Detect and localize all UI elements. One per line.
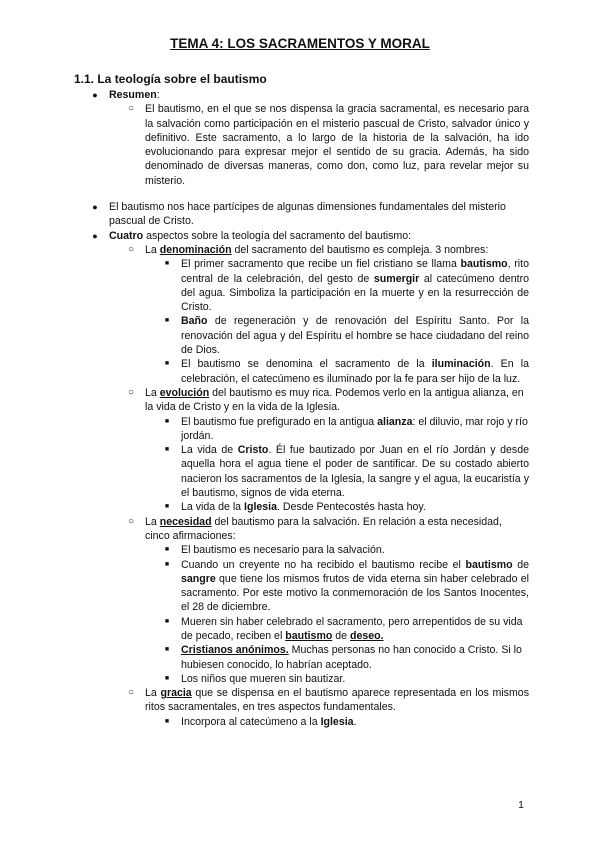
square-bullet-icon: ■ [164,503,170,511]
circle-bullet-icon: ○ [127,243,135,255]
list-item-cuatro: ● Cuatro aspectos sobre la teología del sacramento del bautismo: [109,229,529,243]
list-item-intro: ● El bautismo nos hace partícipes de algunas dimensiones fundamentales del misterio pascual de Cristo. [109,200,529,229]
list-item-denominacion-2: ■ Baño de regeneración y de renovación del Espíritu Santo. Por la renovación del agua y del Espíritu el hombre se hace ciudadano del reino de Dios. [181,314,529,357]
circle-bullet-icon: ○ [127,386,135,398]
circle-bullet-icon: ○ [127,103,135,115]
list-item-denominacion-1: ■ El primer sacramento que recibe un fiel cristiano se llama bautismo, rito central de la celebración, del gesto de sumergir al catecúmeno dentro del agua. Simboliza la participación en la muerte y en la resurrección de Cristo. [181,257,529,314]
square-bullet-icon: ■ [164,317,170,325]
page-number: 1 [518,799,524,811]
square-bullet-icon: ■ [164,260,170,268]
list-item-necesidad-5: ■ Los niños que mueren sin bautizar. [181,672,529,686]
square-bullet-icon: ■ [164,560,170,568]
list-item-gracia-1: ■ Incorpora al catecúmeno a la Iglesia. [181,715,529,729]
list-item-resumen-text: ○ El bautismo, en el que se nos dispensa la gracia sacramental, es necesario para la salvación como participación en el misterio pascual de Cristo, salvador único y definitivo. Este sacramento, a lo largo de la historia de la salvación, ha ido evolucionando para expresar mejor el sentido de su gracia. Además, ha sido denominado de diversas maneras, como don, como luz, para revelar mejor su misterio. [145,102,529,188]
list-item-denominacion-3: ■ El bautismo se denomina el sacramento de la iluminación. En la celebración, el catecúmeno es iluminado por la fe para ser hijo de la luz. [181,357,529,386]
square-bullet-icon: ■ [164,717,170,725]
list-item-necesidad-3: ■ Mueren sin haber celebrado el sacramento, pero arrepentidos de su vida de pecado, reciben el bautismo de deseo. [181,615,529,644]
list-item-necesidad: ○ La necesidad del bautismo para la salvación. En relación a esta necesidad, cinco afirmaciones: [145,515,529,544]
spacer [0,188,600,200]
document-body [0,88,600,729]
square-bullet-icon: ■ [164,446,170,454]
list-item-necesidad-4: ■ Cristianos anónimos. Muchas personas no han conocido a Cristo. Si lo hubiesen conocido, lo habrían aceptado. [181,643,529,672]
bullet-icon: ● [92,90,98,100]
bullet-icon: ● [92,202,98,213]
list-item-denominacion: ○ La denominación del sacramento del bautismo es compleja. 3 nombres: [145,243,529,257]
list-item-necesidad-1: ■ El bautismo es necesario para la salvación. [181,543,529,557]
square-bullet-icon: ■ [164,360,170,368]
list-item-necesidad-2: ■ Cuando un creyente no ha recibido el bautismo recibe el bautismo de sangre que tiene los mismos frutos de vida eterna sin haber celebrado el sacramento. Por este motivo la conmemoración de los Santos Inocentes, el 28 de diciembre. [181,558,529,615]
square-bullet-icon: ■ [164,617,170,625]
circle-bullet-icon: ○ [127,687,135,699]
document-title: TEMA 4: LOS SACRAMENTOS Y MORAL [170,36,430,51]
bullet-icon: ● [92,230,98,241]
list-item-gracia: ○ La gracia que se dispensa en el bautismo aparece representada en los mismos ritos sacramentales, en tres aspectos fundamentales. [145,686,529,715]
top-level-list [0,88,600,729]
list-item-evolucion: ○ La evolución del bautismo es muy rica. Podemos verlo en la antigua alianza, en la vida de Cristo y en la vida de la Iglesia. [145,386,529,415]
list-item-evolucion-1: ■ El bautismo fue prefigurado en la antigua alianza: el diluvio, mar rojo y río jordán. [181,415,529,444]
circle-bullet-icon: ○ [127,515,135,527]
square-bullet-icon: ■ [164,674,170,682]
list-item-evolucion-2: ■ La vida de Cristo. Él fue bautizado por Juan en el río Jordán y desde aquella hora el agua tiene el poder de santificar. De su costado abierto nacieron los sacramentos de la Iglesia, la sangre y el agua, la eucaristía y el bautismo, signos de vida eterna. [181,443,529,500]
square-bullet-icon: ■ [164,646,170,654]
section-heading: 1.1. La teología sobre el bautismo [74,72,267,86]
list-item-resumen: ● Resumen: [109,88,529,102]
square-bullet-icon: ■ [164,417,170,425]
list-item-evolucion-3: ■ La vida de la Iglesia. Desde Pentecostés hasta hoy. [181,500,529,514]
square-bullet-icon: ■ [164,546,170,554]
